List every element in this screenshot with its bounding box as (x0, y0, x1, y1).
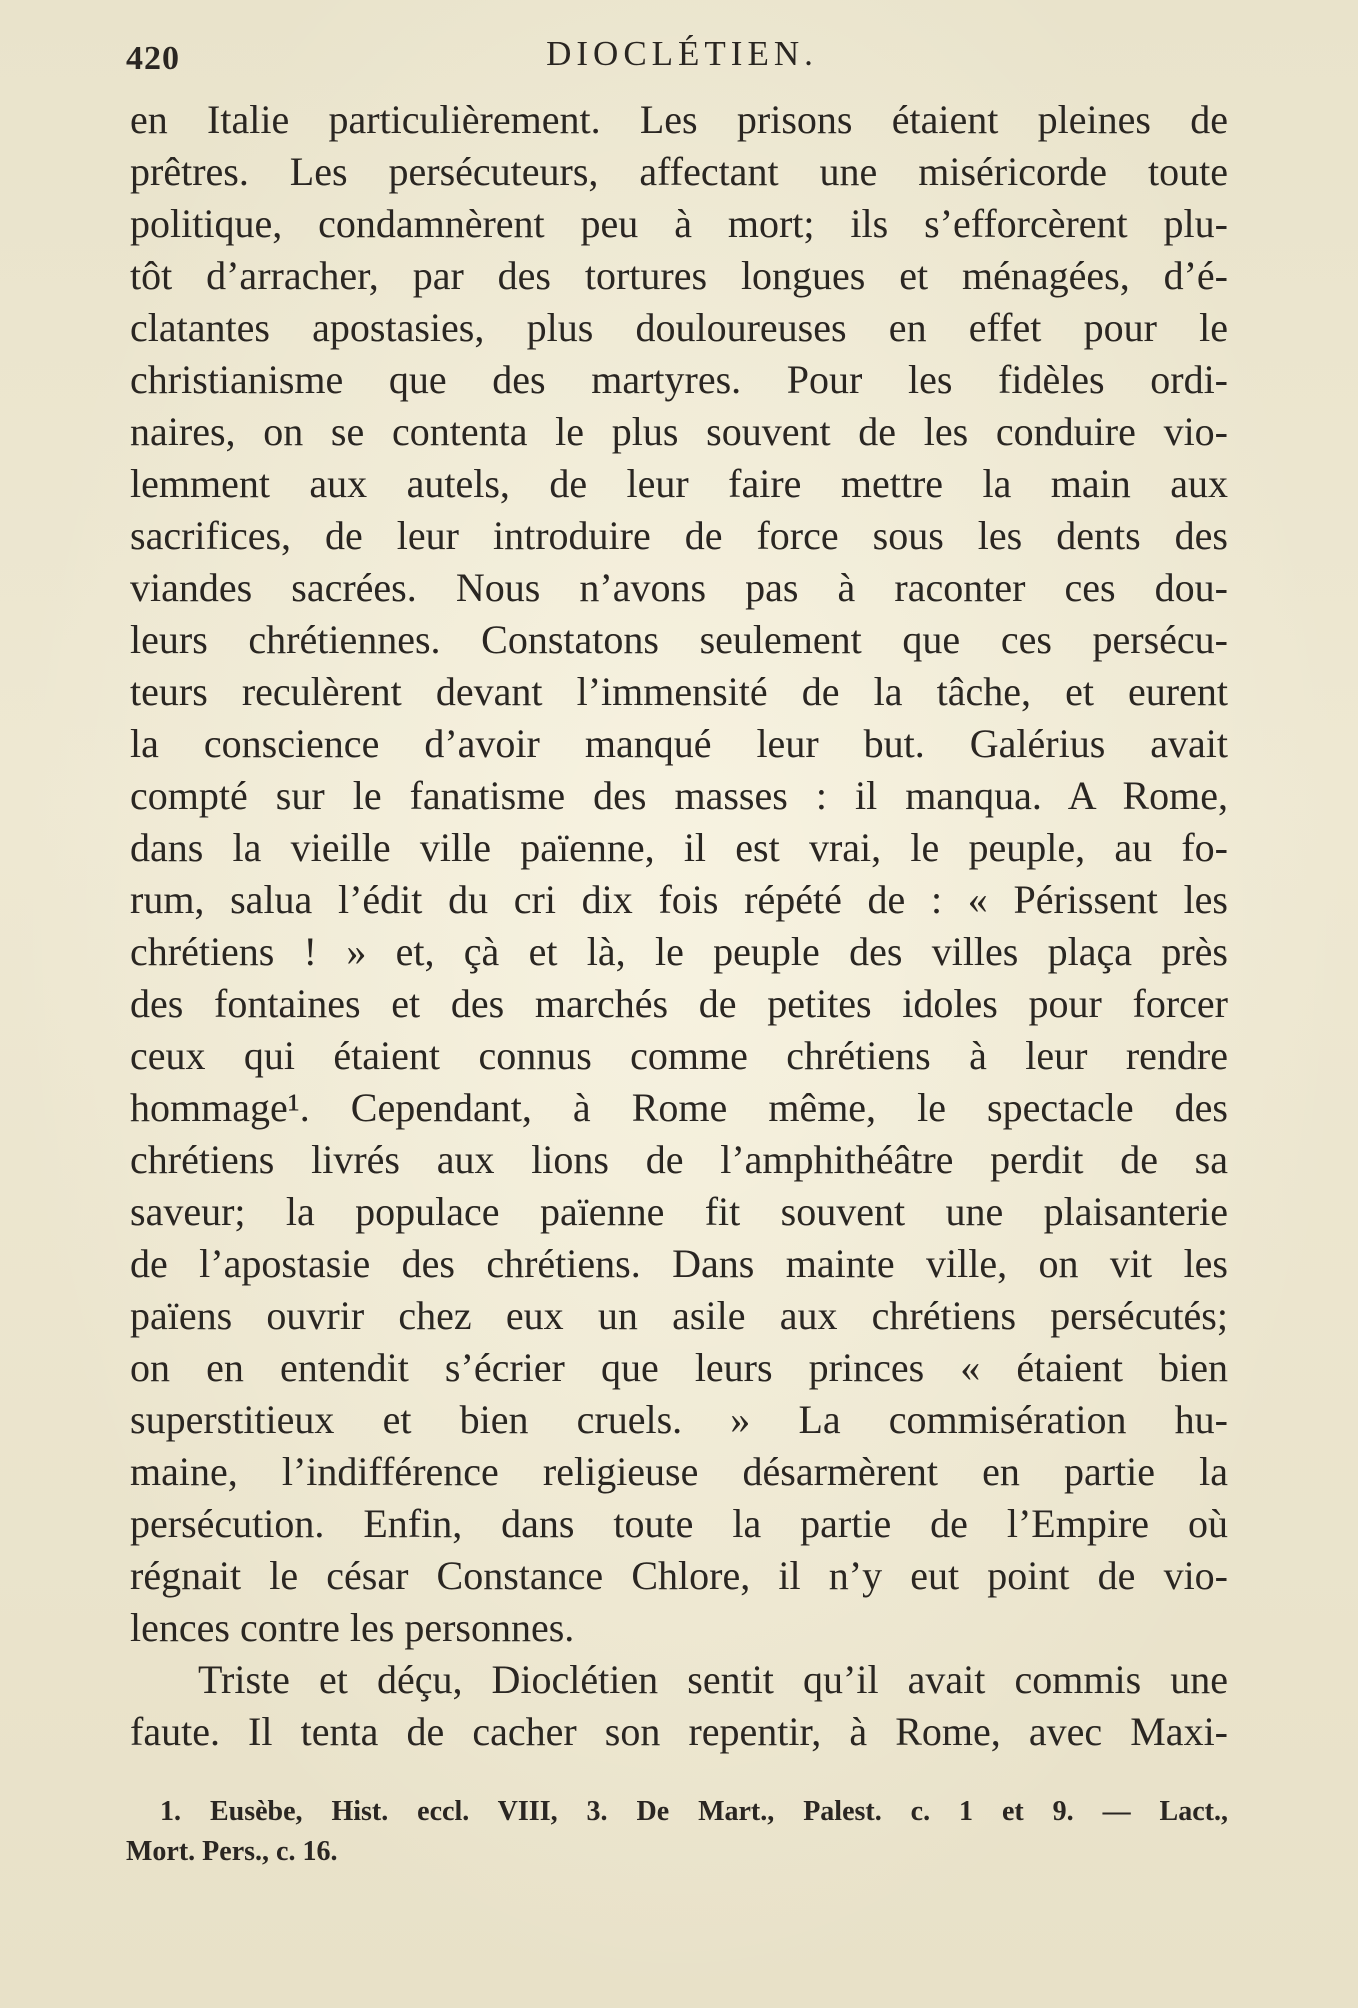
text-line: des fontaines et des marchés de petites idoles pour forcer (130, 981, 1228, 1026)
running-title: DIOCLÉTIEN. (546, 34, 818, 73)
text-line: en Italie particulièrement. Les prisons étaient pleines de (130, 97, 1228, 142)
text-line: politique, condamnèrent peu à mort; ils s’efforcèrent plu- (130, 201, 1228, 246)
text-line: viandes sacrées. Nous n’avons pas à raconter ces dou- (130, 565, 1228, 610)
body-text (130, 94, 1228, 1758)
text-line: dans la vieille ville païenne, il est vrai, le peuple, au fo- (130, 825, 1228, 870)
text-line: saveur; la populace païenne fit souvent une plaisanterie (130, 1189, 1228, 1234)
text-line: clatantes apostasies, plus douloureuses en effet pour le (130, 305, 1228, 350)
text-line: la conscience d’avoir manqué leur but. Galérius avait (130, 721, 1228, 766)
text-line: sacrifices, de leur introduire de force sous les dents des (130, 513, 1228, 558)
text-line: on en entendit s’écrier que leurs princes « étaient bien (130, 1345, 1228, 1390)
text-line: lences contre les personnes. (130, 1605, 575, 1650)
text-line: chrétiens livrés aux lions de l’amphithéâtre perdit de sa (130, 1137, 1228, 1182)
text-line: superstitieux et bien cruels. » La commisération hu- (130, 1397, 1228, 1442)
text-line: lemment aux autels, de leur faire mettre la main aux (130, 461, 1228, 506)
page-number: 420 (126, 40, 180, 77)
text-line: de l’apostasie des chrétiens. Dans mainte ville, on vit les (130, 1241, 1228, 1286)
page-header (126, 30, 1238, 90)
text-line: leurs chrétiennes. Constatons seulement que ces persécu- (130, 617, 1228, 662)
text-line: teurs reculèrent devant l’immensité de la tâche, et eurent (130, 669, 1228, 714)
text-line: christianisme que des martyres. Pour les fidèles ordi- (130, 357, 1228, 402)
footnote (126, 1792, 1228, 1872)
footnote-line: Mort. Pers., c. 16. (126, 1836, 338, 1867)
text-line-indented: Triste et déçu, Dioclétien sentit qu’il avait commis une (198, 1657, 1228, 1702)
text-line: maine, l’indifférence religieuse désarmèrent en partie la (130, 1449, 1228, 1494)
text-line: persécution. Enfin, dans toute la partie de l’Empire où (130, 1501, 1228, 1546)
text-line: païens ouvrir chez eux un asile aux chrétiens persécutés; (130, 1293, 1228, 1338)
text-line: hommage¹. Cependant, à Rome même, le spectacle des (130, 1085, 1228, 1130)
text-line: faute. Il tenta de cacher son repentir, à Rome, avec Maxi- (130, 1709, 1228, 1754)
text-line: régnait le césar Constance Chlore, il n’y eut point de vio- (130, 1553, 1228, 1598)
text-line: prêtres. Les persécuteurs, affectant une miséricorde toute (130, 149, 1228, 194)
text-line: naires, on se contenta le plus souvent de les conduire vio- (130, 409, 1228, 454)
text-line: rum, salua l’édit du cri dix fois répété de : « Périssent les (130, 877, 1228, 922)
footnote-line: 1. Eusèbe, Hist. eccl. VIII, 3. De Mart., Palest. c. 1 et 9. — Lact., (160, 1796, 1228, 1827)
text-line: chrétiens ! » et, çà et là, le peuple des villes plaça près (130, 929, 1228, 974)
text-line: ceux qui étaient connus comme chrétiens à leur rendre (130, 1033, 1228, 1078)
text-line: tôt d’arracher, par des tortures longues et ménagées, d’é- (130, 253, 1228, 298)
text-line: compté sur le fanatisme des masses : il manqua. A Rome, (130, 773, 1228, 818)
